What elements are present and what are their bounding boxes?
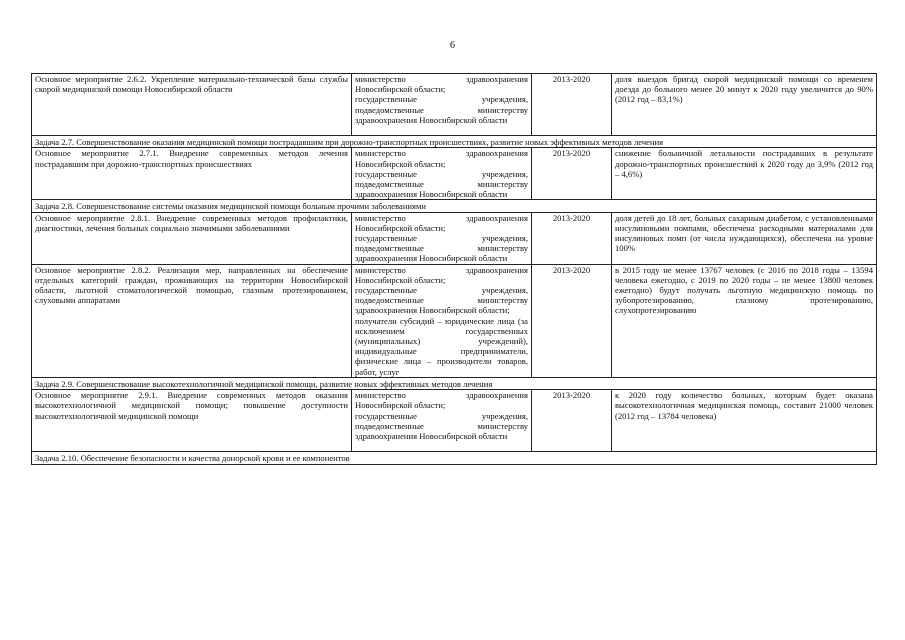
executors-cell xyxy=(352,264,532,377)
table-row xyxy=(32,264,877,377)
period-cell: 2013-2020 xyxy=(532,390,612,452)
executor-line: министерство здравоохранения Новосибирской области; xyxy=(355,212,528,233)
result-cell: снижение больничной летальности пострадавших в результате дорожно-транспортных происшествий к 2020 году до 3,9% (2012 год – 4,6%) xyxy=(612,148,877,200)
task-heading: Задача 2.7. Совершенствование оказания медицинской помощи пострадавшим при дорожно-транспортных происшествиях, развитие новых эффективных методов лечения xyxy=(32,136,877,148)
executor-line: государственные учреждения, подведомственные министерству здравоохранения Новосибирской области xyxy=(355,94,528,125)
executor-line: министерство здравоохранения Новосибирской области; xyxy=(355,74,528,95)
executors-cell xyxy=(352,212,532,264)
task-row xyxy=(32,377,877,389)
task-heading: Задача 2.8. Совершенствование системы оказания медицинской помощи больным прочими заболеваниями xyxy=(32,200,877,212)
executor-line: государственные учреждения, подведомственные министерству здравоохранения Новосибирской области xyxy=(355,168,528,200)
executor-line: министерство здравоохранения Новосибирской области; xyxy=(355,390,528,411)
period-cell: 2013-2020 xyxy=(532,74,612,136)
executor-line: государственные учреждения, подведомственные министерству здравоохранения Новосибирской области; xyxy=(355,285,528,316)
period-cell: 2013-2020 xyxy=(532,148,612,200)
period-cell: 2013-2020 xyxy=(532,264,612,377)
table-row xyxy=(32,212,877,264)
period-cell: 2013-2020 xyxy=(532,212,612,264)
measure-cell: Основное мероприятие 2.6.2. Укрепление материально-технической базы службы скорой медицинской помощи Новосибирской области xyxy=(32,74,352,136)
result-cell: доля выездов бригад скорой медицинской помощи со временем доезда до больного менее 20 минут к 2020 году увеличится до 90% (2012 год – 83,1%) xyxy=(612,74,877,136)
task-heading: Задача 2.9. Совершенствование высокотехнологичной медицинской помощи, развитие новых эффективных методов лечения xyxy=(32,377,877,389)
executor-line: министерство здравоохранения Новосибирской области; xyxy=(355,148,528,169)
measure-cell: Основное мероприятие 2.8.2. Реализация мер, направленных на обеспечение отдельных категорий граждан, проживающих на территории Новосибирской области, льготной стоматологической помощью, глазным протезированием, слуховыми аппаратами xyxy=(32,264,352,377)
executors-cell xyxy=(352,74,532,136)
measure-cell: Основное мероприятие 2.9.1. Внедрение современных методов оказания высокотехнологичной медицинской помощи; повышение доступности высокотехнологичной медицинской помощи xyxy=(32,390,352,452)
table-row xyxy=(32,390,877,452)
executor-line: государственные учреждения, подведомственные министерству здравоохранения Новосибирской области xyxy=(355,233,528,264)
result-cell: в 2015 году не менее 13767 человек (с 2016 по 2018 годы – 13594 человека ежегодно, с 2019 по 2020 годы – не менее 13800 человек ежегодно) будут получать льготную медицинскую помощь по зубопротезированию, глазному протезированию, слухопротезированию xyxy=(612,264,877,377)
result-cell: доля детей до 18 лет, больных сахарным диабетом, с установленными инсулиновыми помпами, обеспечена расходными материалами для инсулиновых помп (от числа нуждающихся), обеспечена на уровне 100% xyxy=(612,212,877,264)
table-row xyxy=(32,148,877,200)
executor-line: получатели субсидий – юридические лица (за исключением государственных (муниципальных) учреждений), индивидуальные предприниматели, физические лица – производители товаров, работ, услуг xyxy=(355,315,528,377)
program-measures-table xyxy=(31,73,877,465)
measure-cell: Основное мероприятие 2.7.1. Внедрение современных методов лечения пострадавшим при дорожно-транспортных происшествиях xyxy=(32,148,352,200)
executors-cell xyxy=(352,390,532,452)
table-row xyxy=(32,74,877,136)
page-number: 6 xyxy=(450,40,455,51)
executor-line: государственные учреждения, подведомственные министерству здравоохранения Новосибирской области xyxy=(355,410,528,441)
task-heading: Задача 2.10. Обеспечение безопасности и качества донорской крови и ее компонентов xyxy=(32,452,877,464)
task-row xyxy=(32,200,877,212)
measure-cell: Основное мероприятие 2.8.1. Внедрение современных методов профилактики, диагностики, лечения больных социально значимыми заболеваниями xyxy=(32,212,352,264)
executor-line: министерство здравоохранения Новосибирской области; xyxy=(355,264,528,285)
executors-cell xyxy=(352,148,532,200)
task-row xyxy=(32,136,877,148)
result-cell: к 2020 году количество больных, которым будет оказана высокотехнологичная медицинская помощь, составит 21000 человек (2012 год – 13784 человека) xyxy=(612,390,877,452)
task-row xyxy=(32,452,877,464)
